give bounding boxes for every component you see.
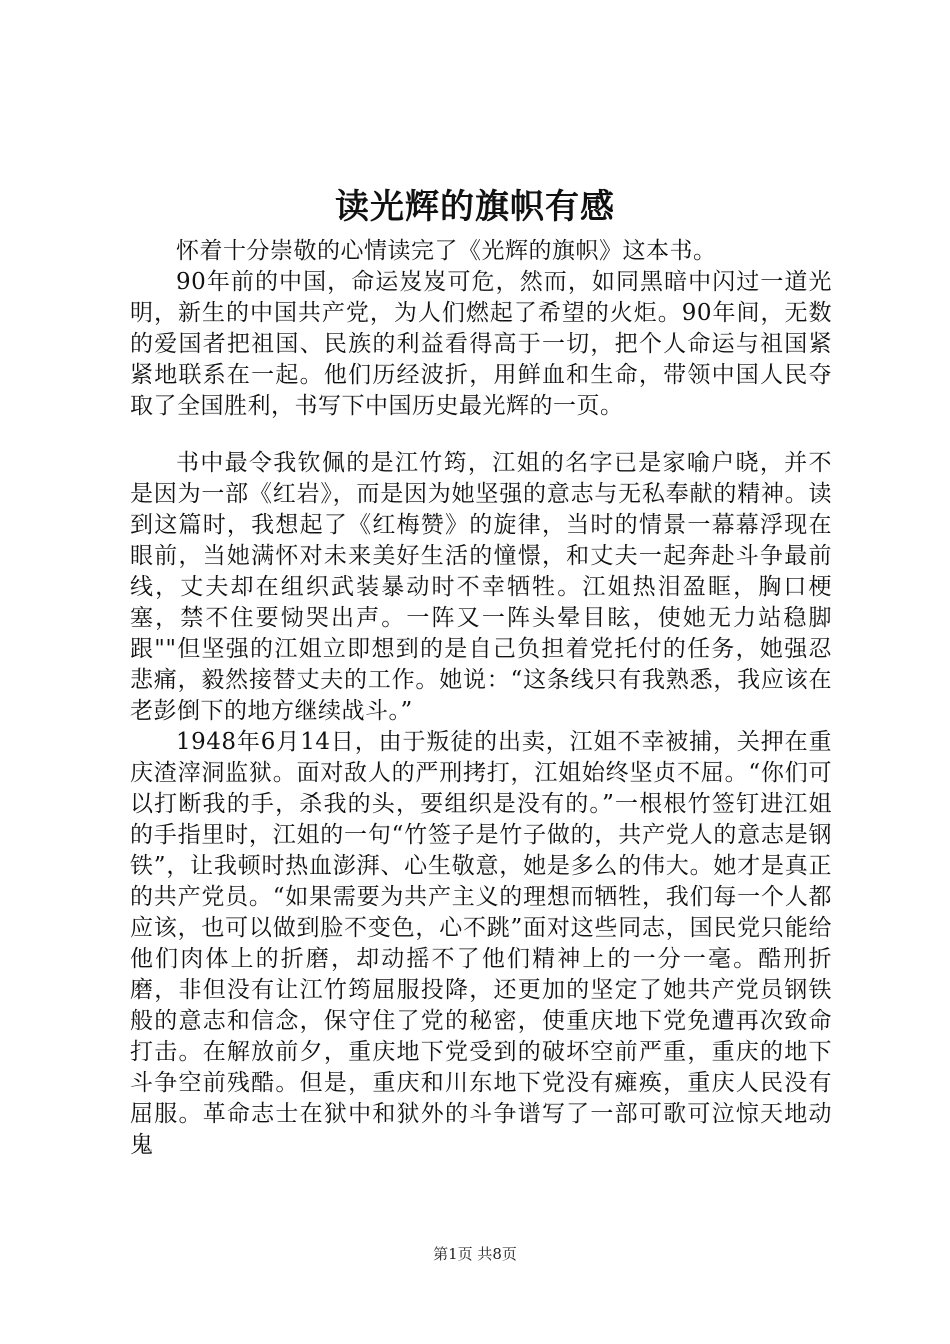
document-body <box>130 236 832 1161</box>
paragraph-jiang-jie: 书中最令我钦佩的是江竹筠，江姐的名字已是家喻户晓，并不是因为一部《红岩》，而是因为她坚强的意志与无私奉献的精神。读到这篇时，我想起了《红梅赞》的旋律，当时的情景一幕幕浮现在眼前，当她满怀对未来美好生活的憧憬，和丈夫一起奔赴斗争最前线，丈夫却在组织武装暴动时不幸牺牲。江姐热泪盈眶，胸口梗塞，禁不住要恸哭出声。一阵又一阵头晕目眩，使她无力站稳脚跟""但坚强的江姐立即想到的是自己负担着党托付的任务，她强忍悲痛，毅然接替丈夫的工作。她说：“这条线只有我熟悉，我应该在老彭倒下的地方继续战斗。” <box>130 450 832 724</box>
document-title: 读光辉的旗帜有感 <box>335 187 615 227</box>
page-footer: 第1页 共8页 <box>433 1245 517 1263</box>
paragraph-intro: 怀着十分崇敬的心情读完了《光辉的旗帜》这本书。 <box>176 238 717 264</box>
paragraph-history: 90年前的中国，命运岌岌可危，然而，如同黑暗中闪过一道光明，新生的中国共产党，为人们燃起了希望的火炬。90年间，无数的爱国者把祖国、民族的利益看得高于一切，把个人命运与祖国紧紧地联系在一起。他们历经波折，用鲜血和生命，带领中国人民夺取了全国胜利，书写下中国历史最光辉的一页。 <box>130 269 832 419</box>
paragraph-prison: 1948年6月14日，由于叛徒的出卖，江姐不幸被捕，关押在重庆渣滓洞监狱。面对敌人的严刑拷打，江姐始终坚贞不屈。“你们可以打断我的手，杀我的头，要组织是没有的。”一根根竹签钉进江姐的手指里时，江姐的一句“竹签子是竹子做的，共产党人的意志是钢铁”，让我顿时热血澎湃、心生敬意，她是多么的伟大。她才是真正的共产党员。“如果需要为共产主义的理想而牺牲，我们每一个人都应该，也可以做到脸不变色，心不跳”面对这些同志，国民党只能给他们肉体上的折磨，却动摇不了他们精神上的一分一毫。酷刑折磨，非但没有让江竹筠屈服投降，还更加的坚定了她共产党员钢铁般的意志和信念，保守住了党的秘密，使重庆地下党免遭再次致命打击。在解放前夕，重庆地下党受到的破坏空前严重，重庆的地下斗争空前残酷。但是，重庆和川东地下党没有瘫痪，重庆人民没有屈服。革命志士在狱中和狱外的斗争谱写了一部可歌可泣惊天地动鬼 <box>130 729 832 1158</box>
